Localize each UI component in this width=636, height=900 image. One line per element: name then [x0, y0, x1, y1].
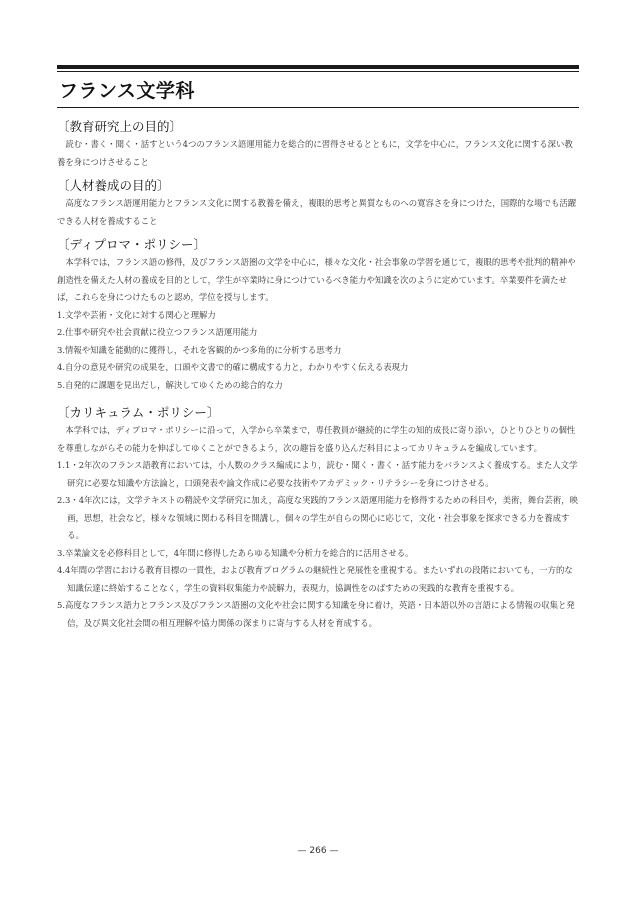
title-block [57, 65, 579, 108]
section-human-resource-purpose [57, 177, 579, 230]
list-item: 4.自分の意見や研究の成果を，口頭や文書で的確に構成する力と，わかりやすく伝える表現力 [57, 362, 409, 372]
list-item: 4.4年間の学習における教育目標の一貫性，および教育プログラムの継続性と発展性を重視する。またいずれの段階においても，一方的な知識伝達に終始することなく，学生の資料収集能力や読解力，表現力，協調性をのばすための実践的な教育を重視する。 [57, 565, 573, 593]
section-paragraph: 本学科では，ディプロマ・ポリシーに沿って，入学から卒業まで，専任教員が継続的に学生の知的成長に寄り添い，ひとりひとりの個性を尊重しながらその能力を伸ばしてゆくことができるよう，次の趣旨を盛り込んだ科目によってカリキュラムを編成しています。 [57, 425, 576, 453]
diploma-policy-list [57, 307, 579, 395]
section-heading: 〔ディプロマ・ポリシー〕 [57, 237, 207, 252]
curriculum-policy-list [57, 457, 579, 632]
list-item: 2.仕事や研究や社会貢献に役立つフランス語運用能力 [57, 327, 258, 337]
section-heading: 〔人材養成の目的〕 [57, 178, 170, 193]
list-item: 1.1・2年次のフランス語教育においては，小人数のクラス編成により，読む・聞く・書く・話す能力をバランスよく養成する。また人文学研究に必要な知識や方法論と，口頭発表や論文作成に必要な技術やアカデミック・リテラシーを身につけさせる。 [57, 460, 578, 488]
list-item: 3.情報や知識を能動的に獲得し，それを客観的かつ多角的に分析する思考力 [57, 344, 342, 355]
list-item: 5.自発的に課題を見出だし，解決してゆくための総合的な力 [57, 379, 283, 390]
list-item: 1.文学や芸術・文化に対する関心と理解力 [57, 309, 216, 320]
list-item: 3.卒業論文を必修科目として，4年間に修得したあらゆる知識や分析力を総合的に活用させる。 [57, 547, 414, 558]
document-body [57, 118, 579, 632]
page-number: — 266 — [297, 846, 339, 856]
section-educational-purpose [57, 118, 579, 171]
section-paragraph: 本学科では，フランス語の修得，及びフランス語圏の文学を中心に，様々な文化・社会事象の学習を通じて，複眼的思考や批判的精神や創造性を備えた人材の養成を目的として，学生が卒業時に身につけているべき能力や知識を次のように定めています。卒業要件を満たせば，これらを身につけたものと認め，学位を授与します。 [57, 257, 576, 302]
section-heading: 〔教育研究上の目的〕 [57, 119, 183, 134]
list-item: 5.高度なフランス語力とフランス及びフランス語圏の文化や社会に関する知識を身に着け，英語・日本語以外の言語による情報の収集と発信，及び異文化社会間の相互理解や協力関係の深まりに寄与する人材を育成する。 [57, 600, 575, 628]
title-rule-thin [57, 71, 579, 72]
section-diploma-policy [57, 236, 579, 394]
section-paragraph: 読む・書く・聞く・話すという4つのフランス語運用能力を総合的に習得させるとともに，文学を中心に，フランス文化に関する深い教養を身につけさせること [57, 139, 573, 167]
title-underline [57, 107, 579, 108]
section-curriculum-policy [57, 404, 579, 632]
section-paragraph: 高度なフランス語運用能力とフランス文化に関する教養を備え，複眼的思考と異質なものへの寛容さを身につけた，国際的な場でも活躍できる人材を養成すること [57, 198, 577, 226]
section-heading: 〔カリキュラム・ポリシー〕 [57, 405, 220, 420]
title-rule-thick [57, 65, 579, 69]
list-item: 2.3・4年次には，文学テキストの精読や文学研究に加え，高度な実践的フランス語運用能力を修得するための科目や，美術，舞台芸術，映画，思想，社会など，様々な領域に関わる科目を開講し，個々の学生が自らの関心に応じて，文化・社会事象を探求できる力を養成する。 [57, 495, 579, 540]
page-title: フランス文学科 [59, 80, 195, 102]
